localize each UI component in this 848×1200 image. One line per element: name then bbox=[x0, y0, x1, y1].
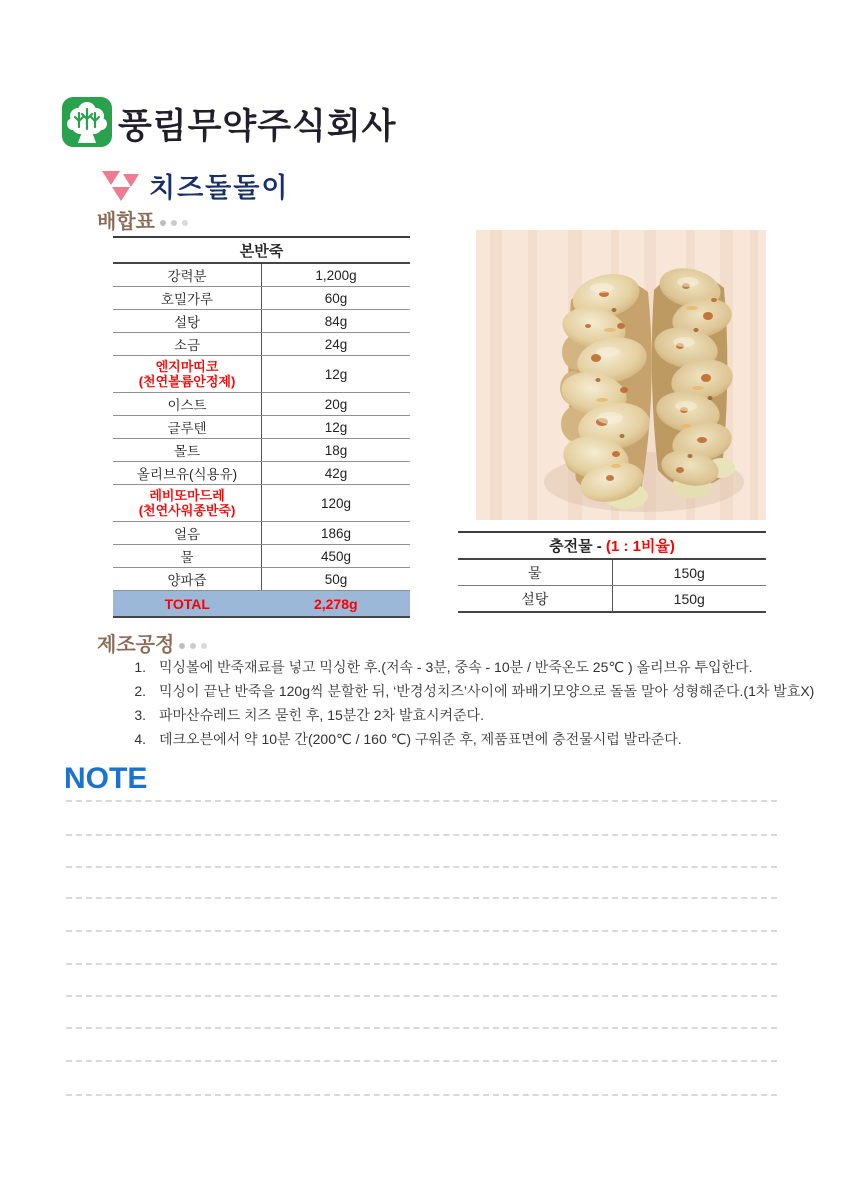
table-row-highlighted bbox=[113, 485, 410, 522]
ingredient-name bbox=[113, 485, 262, 522]
process-step bbox=[120, 703, 814, 727]
ingredient-value: 150g bbox=[612, 586, 766, 613]
note-ruled-line bbox=[66, 963, 777, 965]
ingredient-value: 50g bbox=[262, 568, 411, 591]
step-number: 2. bbox=[134, 683, 146, 699]
note-ruled-line bbox=[66, 866, 777, 868]
table-row bbox=[113, 333, 410, 356]
heading-dots-icon bbox=[174, 634, 207, 656]
process-section-heading bbox=[97, 628, 207, 657]
ingredient-value: 450g bbox=[262, 545, 411, 568]
ingredient-value: 42g bbox=[262, 462, 411, 485]
ingredient-value: 12g bbox=[262, 416, 411, 439]
table-row bbox=[458, 559, 766, 586]
ingredient-name: 물 bbox=[113, 545, 262, 568]
filling-title-red: (1 : 1비율) bbox=[605, 538, 675, 555]
ingredient-name-line1: 레비또마드레 bbox=[149, 488, 225, 503]
ingredient-value: 20g bbox=[262, 393, 411, 416]
ingredient-name: 몰트 bbox=[113, 439, 262, 462]
ingredient-name: 소금 bbox=[113, 333, 262, 356]
filling-table bbox=[458, 531, 766, 613]
ingredient-name-line1: 엔지마띠코 bbox=[155, 359, 219, 374]
ingredient-name-line2: (천연사워종반죽) bbox=[138, 503, 236, 518]
ingredient-name: 물 bbox=[458, 559, 612, 586]
filling-table-header-row bbox=[458, 532, 766, 559]
table-row bbox=[113, 568, 410, 591]
ingredient-value: 186g bbox=[262, 522, 411, 545]
step-text: 데크오븐에서 약 10분 간(200℃ / 160 ℃) 구워준 후, 제품표면에 충전물시럽 발라준다. bbox=[159, 731, 682, 747]
table-row bbox=[113, 393, 410, 416]
table-row bbox=[113, 287, 410, 310]
mix-section-heading bbox=[97, 205, 188, 234]
step-number: 1. bbox=[134, 659, 146, 675]
ingredient-value: 12g bbox=[262, 356, 411, 393]
total-value: 2,278g bbox=[262, 591, 411, 618]
ingredient-name-line2: (천연볼륨안정제) bbox=[138, 374, 236, 389]
ingredient-name: 이스트 bbox=[113, 393, 262, 416]
mix-table-header-row bbox=[113, 237, 410, 263]
note-ruled-line bbox=[66, 897, 777, 899]
total-row bbox=[113, 591, 410, 618]
ingredient-name: 글루텐 bbox=[113, 416, 262, 439]
product-photo bbox=[476, 230, 766, 520]
ingredient-name: 설탕 bbox=[113, 310, 262, 333]
ingredient-name: 양파즙 bbox=[113, 568, 262, 591]
table-row-highlighted bbox=[113, 356, 410, 393]
mix-table-header: 본반죽 bbox=[113, 237, 410, 263]
bread-photo-illustration bbox=[476, 230, 766, 520]
note-ruled-line bbox=[66, 1060, 777, 1062]
total-label: TOTAL bbox=[113, 591, 262, 618]
ingredient-name: 호밀가루 bbox=[113, 287, 262, 310]
process-step bbox=[120, 727, 814, 751]
note-ruled-line bbox=[66, 1094, 777, 1096]
table-row bbox=[458, 586, 766, 613]
step-text: 믹싱이 끝난 반죽을 120g씩 분할한 뒤, ‘반경성치즈’사이에 꽈배기모양으로 돌돌 말아 성형해준다.(1차 발효X) bbox=[159, 683, 815, 699]
ingredient-name: 설탕 bbox=[458, 586, 612, 613]
note-ruled-line bbox=[66, 995, 777, 997]
ingredient-value: 120g bbox=[262, 485, 411, 522]
step-text: 믹싱볼에 반죽재료를 넣고 믹싱한 후.(저속 - 3분, 중속 - 10분 / 반죽온도 25℃ ) 올리브유 투입한다. bbox=[159, 659, 753, 675]
note-ruled-line bbox=[66, 930, 777, 932]
process-step bbox=[120, 655, 814, 679]
table-row bbox=[113, 416, 410, 439]
filling-table-header bbox=[458, 532, 766, 559]
ingredient-value: 24g bbox=[262, 333, 411, 356]
mix-table bbox=[113, 236, 410, 618]
step-text: 파마산슈레드 치즈 묻힌 후, 15분간 2차 발효시켜준다. bbox=[159, 707, 484, 723]
process-step bbox=[120, 679, 814, 703]
triple-triangle-icon bbox=[101, 169, 141, 203]
process-heading-label: 제조공정 bbox=[97, 634, 175, 656]
ingredient-name: 얼음 bbox=[113, 522, 262, 545]
note-heading: NOTE bbox=[64, 762, 148, 795]
step-number: 3. bbox=[134, 707, 146, 723]
ingredient-value: 84g bbox=[262, 310, 411, 333]
table-row bbox=[113, 263, 410, 287]
table-row bbox=[113, 439, 410, 462]
note-ruled-line bbox=[66, 834, 777, 836]
ingredient-value: 18g bbox=[262, 439, 411, 462]
company-name: 풍림무약주식회사 bbox=[118, 107, 397, 146]
product-title: 치즈돌돌이 bbox=[149, 173, 290, 203]
ingredient-value: 150g bbox=[612, 559, 766, 586]
filling-title-black: 충전물 - bbox=[549, 538, 606, 555]
product-title-row bbox=[101, 166, 289, 205]
note-ruled-line bbox=[66, 1027, 777, 1029]
process-steps bbox=[120, 655, 814, 751]
ingredient-value: 1,200g bbox=[262, 263, 411, 287]
table-row bbox=[113, 310, 410, 333]
mix-heading-label: 배합표 bbox=[97, 211, 155, 233]
company-logo bbox=[62, 96, 112, 148]
tree-logo-icon bbox=[62, 96, 112, 148]
ingredient-name: 올리브유(식용유) bbox=[113, 462, 262, 485]
table-row bbox=[113, 522, 410, 545]
ingredient-name bbox=[113, 356, 262, 393]
note-ruled-line bbox=[66, 800, 777, 802]
heading-dots-icon bbox=[155, 211, 188, 233]
table-row bbox=[113, 545, 410, 568]
step-number: 4. bbox=[134, 731, 146, 747]
ingredient-name: 강력분 bbox=[113, 263, 262, 287]
ingredient-value: 60g bbox=[262, 287, 411, 310]
table-row bbox=[113, 462, 410, 485]
